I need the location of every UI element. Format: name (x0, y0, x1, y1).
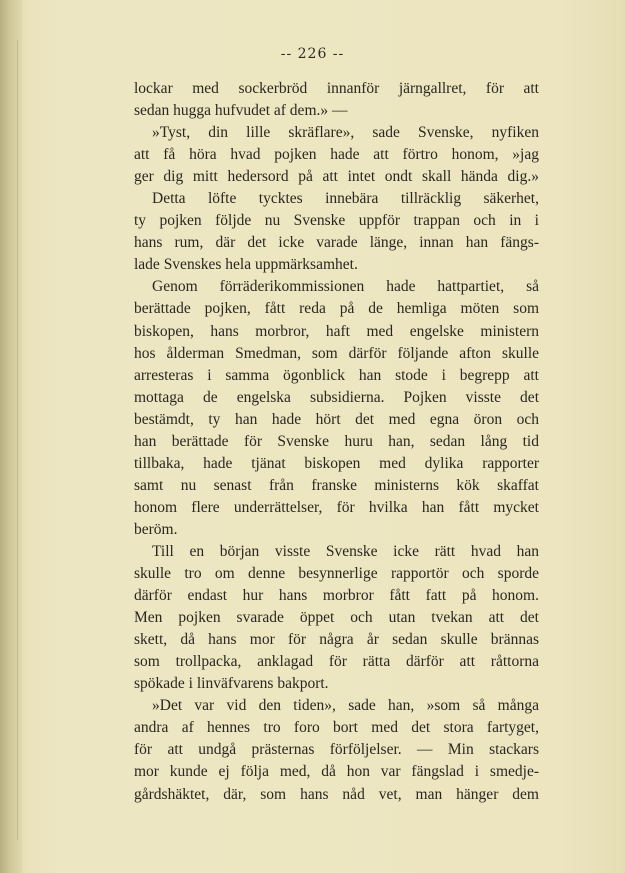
gutter-line (17, 40, 18, 840)
text-line: Detta löfte tycktes innebära tillräcklig säkerhet, (152, 190, 539, 208)
text-line: ger dig mitt hedersord på att intet ondt skall hända dig.» (134, 168, 539, 186)
text-line: sedan hugga hufvudet af dem.» — (134, 102, 348, 120)
text-line: »Det var vid den tiden», sade han, »som så många (152, 697, 539, 715)
text-line: ty pojken följde nu Svenske uppför trappan och in i (134, 212, 539, 230)
text-line: biskopen, hans morbror, haft med engelske ministern (134, 322, 539, 340)
text-line: för att undgå prästernas förföljelser. — Min stackars (134, 741, 539, 759)
text-line: lockar med sockerbröd innanför järngallret, för att (134, 80, 539, 97)
text-line: Genom förräderikommissionen hade hattpartiet, så (152, 278, 539, 296)
text-line: som trollpacka, anklagad för rätta därför att råttorna (134, 653, 539, 671)
text-line: honom flere underrättelser, för hvilka han fått mycket (134, 498, 539, 516)
text-line: »Tyst, din lille skräflare», sade Svenske, nyfiken (152, 124, 539, 142)
text-line: beröm. (134, 520, 178, 538)
text-line: andra af hennes tro foro bort med det stora fartyget, (134, 719, 539, 737)
text-line: samt nu senast från franske ministerns kök skaffat (134, 476, 539, 494)
text-line: spökade i linväfvarens bakport. (134, 675, 329, 693)
text-line: han berättade för Svenske huru han, sedan lång tid (134, 432, 539, 450)
text-line: gårdshäktet, där, som hans nåd vet, man hänger dem (134, 785, 539, 803)
text-line: lade Svenskes hela uppmärksamhet. (134, 256, 358, 274)
page-number: -- 226 -- (280, 46, 345, 62)
text-line: därför endast hur hans morbror fått fatt på honom. (134, 587, 539, 605)
text-line: att få höra hvad pojken hade att förtro honom, »jag (134, 146, 539, 164)
text-line: Till en början visste Svenske icke rätt hvad han (152, 542, 539, 560)
text-line: mor kunde ej följa med, då hon var fängslad i smedje- (134, 763, 539, 781)
text-line: mottaga de engelska subsidierna. Pojken visste det (134, 388, 539, 406)
page-gutter (0, 0, 22, 873)
text-line: arresteras i samma ögonblick han stode i begrepp att (134, 366, 539, 384)
text-line: tillbaka, hade tjänat biskopen med dylika rapporter (134, 454, 539, 472)
text-line: hans rum, där det icke varade länge, innan han fängs- (134, 234, 539, 252)
text-line: bestämdt, ty han hade hört det med egna öron och (134, 410, 539, 428)
text-line: hos ålderman Smedman, som därför följande afton skulle (134, 344, 539, 362)
body-text (134, 78, 539, 806)
text-line: berättade pojken, fått reda på de hemliga möten som (134, 300, 539, 318)
text-line: Men pojken svarade öppet och utan tvekan att det (134, 609, 539, 627)
text-line: skett, då hans mor för några år sedan skulle brännas (134, 631, 539, 649)
text-line: skulle tro om denne besynnerlige rapportör och sporde (134, 565, 539, 583)
